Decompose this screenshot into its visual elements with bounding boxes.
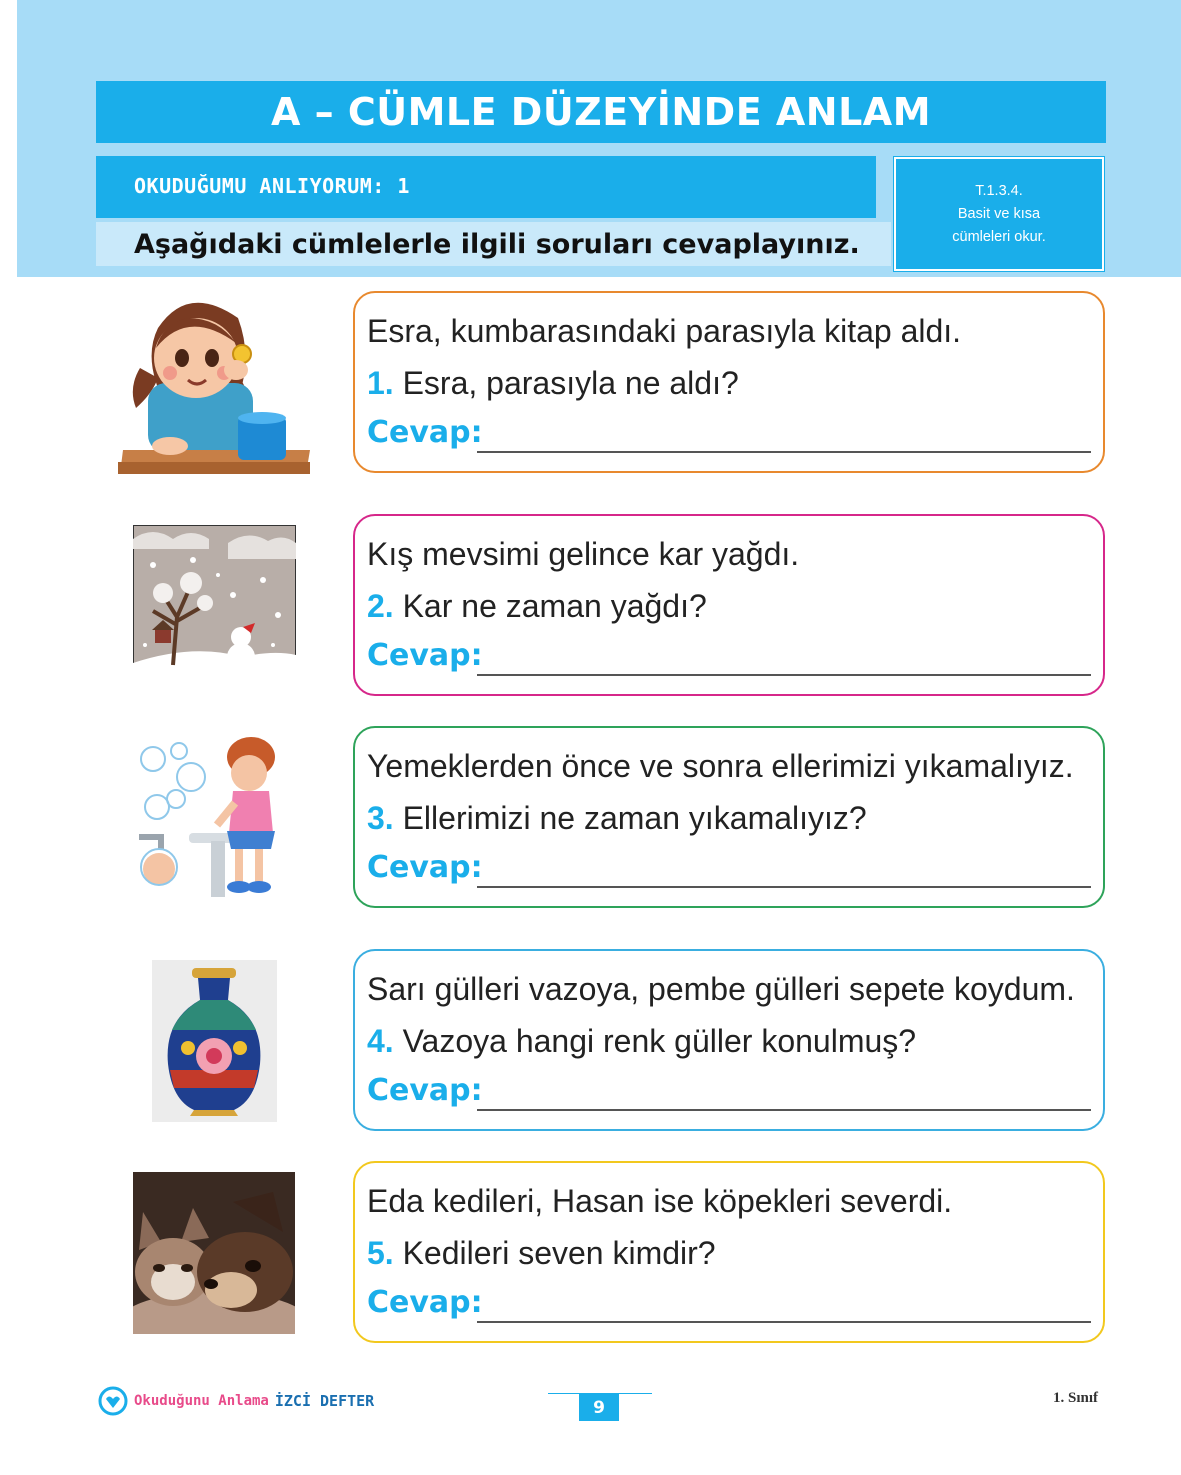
answer-label: Cevap:	[367, 415, 483, 450]
decorated-vase-image	[152, 960, 277, 1122]
sentence-text: Eda kedileri, Hasan ise köpekleri severdi.	[367, 1183, 953, 1219]
answer-label: Cevap:	[367, 1073, 483, 1108]
section-label: OKUDUĞUMU ANLIYORUM: 1	[134, 174, 410, 198]
question-number: 3.	[367, 800, 394, 836]
answer-line[interactable]	[477, 886, 1091, 888]
question-prompt: Esra, parasıyla ne aldı?	[402, 365, 739, 401]
question-card-2	[353, 514, 1105, 696]
page-title: A – CÜMLE DÜZEYİNDE ANLAM	[96, 81, 1106, 143]
question-number: 2.	[367, 588, 394, 624]
question-number: 1.	[367, 365, 394, 401]
question-text	[367, 365, 739, 402]
learning-outcome-box	[894, 157, 1104, 271]
question-prompt: Ellerimizi ne zaman yıkamalıyız?	[402, 800, 867, 836]
footer-brand	[98, 1386, 374, 1416]
answer-label: Cevap:	[367, 638, 483, 673]
question-number: 5.	[367, 1235, 394, 1271]
question-card-5	[353, 1161, 1105, 1343]
winter-snow-tree-image	[133, 525, 296, 688]
question-text	[367, 1235, 716, 1272]
answer-line[interactable]	[477, 451, 1091, 453]
outcome-line-2: cümleleri okur.	[952, 228, 1046, 245]
answer-line[interactable]	[477, 1321, 1091, 1323]
sentence-text: Kış mevsimi gelince kar yağdı.	[367, 536, 800, 572]
page-number: 9	[579, 1394, 619, 1421]
instruction-text: Aşağıdaki cümlelerle ilgili soruları cevaplayınız.	[134, 229, 860, 260]
brand-name-part-2: İZCİ DEFTER	[274, 1392, 375, 1410]
outcome-line-1: Basit ve kısa	[957, 205, 1041, 222]
question-card-4	[353, 949, 1105, 1131]
outcome-code: T.1.3.4.	[975, 182, 1023, 199]
brand-logo-icon	[98, 1386, 128, 1416]
brand-name-part-1: Okuduğunu Anlama	[134, 1393, 269, 1409]
grade-label: 1. Sınıf	[1053, 1390, 1099, 1406]
sentence-text: Esra, kumbarasındaki parasıyla kitap aldı.	[367, 313, 962, 349]
question-prompt: Kedileri seven kimdir?	[402, 1235, 716, 1271]
question-card-1	[353, 291, 1105, 473]
question-card-3	[353, 726, 1105, 908]
question-text	[367, 588, 707, 625]
sentence-text: Yemeklerden önce ve sonra ellerimizi yıkamalıyız.	[367, 748, 1074, 784]
kitten-and-puppy-image	[133, 1172, 295, 1334]
girl-coin-piggybank-image	[118, 288, 310, 478]
question-text	[367, 800, 867, 837]
answer-label: Cevap:	[367, 850, 483, 885]
question-number: 4.	[367, 1023, 394, 1059]
question-prompt: Vazoya hangi renk güller konulmuş?	[402, 1023, 917, 1059]
question-text	[367, 1023, 916, 1060]
answer-label: Cevap:	[367, 1285, 483, 1320]
sentence-text: Sarı gülleri vazoya, pembe gülleri sepete koydum.	[367, 971, 1075, 1007]
answer-line[interactable]	[477, 674, 1091, 676]
answer-line[interactable]	[477, 1109, 1091, 1111]
girl-washing-hands-image	[131, 737, 297, 901]
question-prompt: Kar ne zaman yağdı?	[402, 588, 707, 624]
